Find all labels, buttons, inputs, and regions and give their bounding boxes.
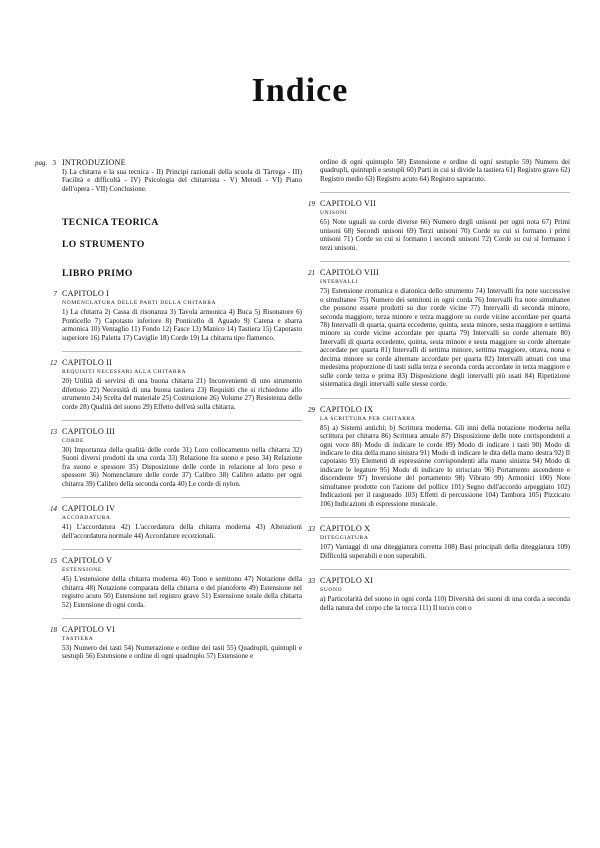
section-heading-tecnica: TECNICA TEORICA xyxy=(62,217,159,229)
chapter-text: 65) Note uguali su corde diverse 66) Numero degli unisoni per ogni nota 67) Primi unisoni 68) Secondi unisoni 69) Terzi unisoni 70) Corde su cui si formano i primi unisoni 71) Corde su cui si formano i secondi unisoni 72) Corde su cui si formano i terzi unisoni. xyxy=(320,218,570,252)
chapter-text: a) Particolarità del suono in ogni corda 110) Diversità dei suoni di una corda a seconda della natura del corpo che la tocca 111) Il tocco con o xyxy=(320,595,570,612)
chapter-subtitle: DITEGGIATURA xyxy=(320,535,369,542)
chapter-title: CAPITOLO X xyxy=(320,524,371,534)
chapter-title: CAPITOLO VIII xyxy=(320,268,379,278)
chapter-entry xyxy=(50,624,302,661)
chapter-entry xyxy=(308,199,570,252)
chapter-title: CAPITOLO IV xyxy=(62,504,116,514)
divider xyxy=(62,351,302,352)
chapter-entry xyxy=(308,268,570,389)
chapter-subtitle: TASTIERA xyxy=(62,635,94,642)
chapter-subtitle: ACCORDATURA xyxy=(62,515,111,522)
chapter-text: 1) La chitarra 2) Cassa di risonanza 3) Tavola armonica 4) Buca 5) Risonatore 6) Ponticello 7) Capotasto inferiore 8) Ponticello di Aguado 9) Catena e sbarra armonica 10) Ventaglio 11) Fondo 12) Fasce 13) Manico 14) Tastiera 15) Capotasto superiore 16) Paletta 17) Caviglie 18) Corde 19) La chitarra tipo flamenco. xyxy=(62,308,302,342)
intro-text: I) La chitarra e la sua tecnica - II) Principi razionali della scuola di Tàrrega - III) Facilità e difficoltà - IV) Psicologia del chitarrista - V) Metodi - VI) Piano dell'opera - VII) Conclusione. xyxy=(62,168,302,193)
chapter-title: CAPITOLO VI xyxy=(62,624,116,634)
divider xyxy=(62,549,302,550)
divider xyxy=(320,398,570,399)
section-heading-libro: LIBRO PRIMO xyxy=(62,268,133,280)
continuation-entry xyxy=(320,158,570,183)
chapter-text: 53) Numero dei tasti 54) Numerazione e ordine dei tasti 55) Quadrupli, quintupli e sestupli 56) Estensione e ordine di ogni quadruplo 57) Estensione e xyxy=(62,643,302,661)
chapter-text: 41) L'accordatura 42) L'accordatura della chitarra moderna 43) Alterazioni dell'accordatura normale 44) Accordature eccezionali. xyxy=(62,523,302,540)
chapter-entry xyxy=(50,504,302,540)
chapter-title: CAPITOLO IX xyxy=(320,404,374,414)
page-number: 18 xyxy=(50,625,57,634)
chapter-entry xyxy=(50,426,302,488)
page-value: 3 xyxy=(52,159,56,167)
page-number: 7 xyxy=(53,290,57,299)
page-number: 14 xyxy=(50,505,57,514)
chapter-subtitle: INTERVALLI xyxy=(320,279,359,286)
divider xyxy=(320,261,570,262)
chapter-text: 45) L'estensione della chitarra moderna 46) Tono e semitono 47) Notazione della chitarra 48) Notazione comparata della chitarra e del pianoforte 49) Estensione nel registro acuto 50) Estensione nel registro grave 51) Estensione totale della chitarra 52) Estensione di ogni corda. xyxy=(62,575,302,609)
page-number: 12 xyxy=(50,359,57,368)
chapter-entry xyxy=(308,576,570,612)
chapter-subtitle: LA SCRITTURA PER CHITARRA xyxy=(320,415,416,422)
intro-heading: INTRODUZIONE xyxy=(62,158,126,167)
chapter-title: CAPITOLO XI xyxy=(320,576,374,586)
page-number: 13 xyxy=(50,427,57,436)
chapter-text: 73) Estensione cromatica e diatonica dello strumento 74) Intervalli fra note successive o simultanee 75) Numero dei semitoni in ogni corda 76) Intervalli fra note simultanee che possono essere prodotti su due corde vicine 77) Intervalli di seconda minore, seconda maggiore, terza minore e terza maggiore su corde vicine accordate per quarta 78) Intervalli di quarta, quarta eccedente, quinta, sesta minore, sesta maggiore e settima minore su corde vicine accordate per quarta 79) Intervalli su corde alternate 80) Intervalli di quarta eccedente, quinta, sesta minore e sesta maggiore su corde alternate accordate per quarta 81) Intervalli di settima minore, settima maggiore, ottava, nona e decima minore su corde alternate accordate per quarta 82) Intervalli attuati con una medesima proporzione di tasti sulla terza e seconda corda accordate in terza maggiore e sulle corde terza e prima 83) Disposizione degli intervalli più usati 84) Ripetizione sistematica degli intervalli sulle stesse corde. xyxy=(320,287,570,389)
chapter-title: CAPITOLO VII xyxy=(320,199,376,209)
page-number: 33 xyxy=(308,525,315,534)
chapter-entry xyxy=(50,556,302,609)
divider xyxy=(320,569,570,570)
chapter-title: CAPITOLO V xyxy=(62,556,113,566)
page-title: Indice xyxy=(251,72,349,109)
page-number: 29 xyxy=(308,405,315,414)
page-number: 33 xyxy=(308,577,315,586)
page-number: 19 xyxy=(308,200,315,209)
chapter-entry xyxy=(50,358,302,411)
chapter-subtitle: UNISONI xyxy=(320,210,348,217)
divider xyxy=(320,517,570,518)
left-column xyxy=(35,158,302,670)
divider xyxy=(62,497,302,498)
chapter-entry xyxy=(53,289,302,342)
section-heading-strumento: LO STRUMENTO xyxy=(62,239,145,251)
divider xyxy=(62,618,302,619)
intro-entry xyxy=(35,158,302,193)
page-number: 15 xyxy=(50,557,57,566)
page-prefix: pag. xyxy=(35,159,48,167)
divider xyxy=(320,192,570,193)
chapter-text: 85) a) Sistemi antichi; b) Scrittura moderna. Gli inni della notazione moderna nella scrittura per chitarra 86) Scrittura attuale 87) Disposizione delle note corrispondenti a ogni voce 88) Modo di indicare le corde 89) Modo di indicare i tasti 90) Modo di indicare le dita della mano sinistra 91) Modo di indicare le dita della mano destra 92) Il capotasto 93) Elementi di espressione corrispondenti alla mano sinistra 94) Modo di indicare le legature 95) Modo di indicare lo strisciato 96) Portamento ascendente e discendente 97) Inversione del portamento 98) Vibrato 99) Armonici 100) Note simultanee prodotte con l'azione del pollice 101) Segno dell'accordo arpeggiato 102) Indicazioni per il rasgueado 103) Effetti di percussione 104) Tambora 105) Pizzicato 106) Indicazioni di espressione musicale. xyxy=(320,423,570,508)
chapter-text: 107) Vantaggi di una diteggiatura corretta 108) Basi principali della diteggiatura 109) Difficoltà superabili e non superabili. xyxy=(320,543,570,560)
chapter-subtitle: REQUISITI NECESSARI ALLA CHITARRA xyxy=(62,369,187,376)
chapter-subtitle: NOMENCLATURA DELLE PARTI DELLA CHITARRA xyxy=(62,300,217,307)
chapter-entry xyxy=(308,524,570,560)
right-column xyxy=(308,158,570,621)
chapter-subtitle: CORDE xyxy=(62,437,84,444)
chapter-text: 30) Importanza della qualità delle corde 31) Loro collocamento nella chitarra 32) Suoni diversi prodotti da una corda 33) Relazione fra suono e peso 34) Relazione fra suono e spessore 35) Disposizione delle corde in relazione al loro peso e spessore 36) Nomenclature delle corde 37) Calibro 38) Calibro adatto per ogni chitarra 39) Calibro della seconda corda 40) Le corde di nylon. xyxy=(62,445,302,488)
chapter-subtitle: ESTENSIONE xyxy=(62,567,102,574)
divider xyxy=(62,420,302,421)
chapter-subtitle: SUONO xyxy=(320,587,343,594)
chapter-title: CAPITOLO II xyxy=(62,358,113,368)
chapter-title: CAPITOLO I xyxy=(62,289,110,299)
chapter-entry xyxy=(308,404,570,509)
page-number xyxy=(4,159,56,167)
page-number: 21 xyxy=(308,269,315,278)
chapter-text: 20) Utilità di servirsi di una buona chitarra 21) Inconvenienti di uno strumento difettoso 22) Necessità di una buona tastiera 23) Requisiti che si richiedono allo strumento 24) Scelta del materiale 25) Costruzione 26) Volume 27) Resistenza delle corde 28) Qualità del suono 29) Effetto dell'età sulla chitarra. xyxy=(62,377,302,411)
continuation-text: ordine di ogni quintuplo 58) Estensione e ordine di ogni sestuplo 59) Numero dei quadrupli, quintupli e sestupli 60) Parti in cui si divide la tastiera 61) Registro grave 62) Registro medio 63) Registro acuto 64) Registro sapracuto. xyxy=(320,158,570,183)
chapter-title: CAPITOLO III xyxy=(62,426,115,436)
